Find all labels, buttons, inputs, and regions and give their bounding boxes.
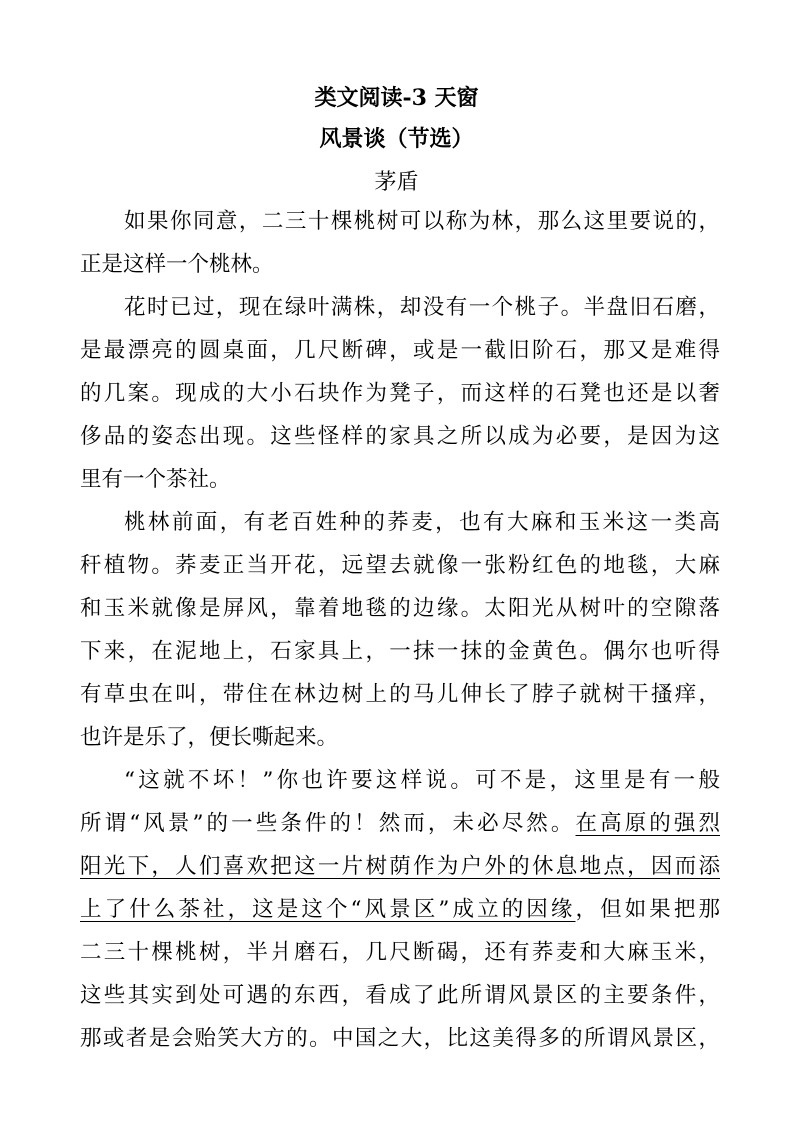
text-line: 也许是乐了，便长嘶起来。 xyxy=(80,725,339,750)
text-line: 的几案。现成的大小石块作为凳子，而这样的石凳也还是以奢 xyxy=(80,381,720,406)
text-line xyxy=(80,892,720,928)
text-line: “这就不坏！”你也许要这样说。可不是，这里是有一般 xyxy=(124,768,720,793)
underlined-text: 上了什么茶社，这是这个“风景区”成立的因缘 xyxy=(80,897,576,922)
author-name: 茅盾 xyxy=(374,170,419,195)
underlined-line xyxy=(80,849,720,885)
text-line: 侈品的姿态出现。这些怪样的家具之所以成为必要，是因为这 xyxy=(80,424,720,449)
text-line: 秆植物。荞麦正当开花，远望去就像一张粉红色的地毯，大麻 xyxy=(80,553,720,578)
text-line: 和玉米就像是屏风，靠着地毯的边缘。太阳光从树叶的空隙落 xyxy=(80,596,720,621)
text-line: 是最漂亮的圆桌面，几尺断碑，或是一截旧阶石，那又是难得 xyxy=(80,338,720,363)
text-line: 那或者是会贻笑大方的。中国之大，比这美得多的所谓风景区， xyxy=(80,1026,720,1051)
text-line: 如果你同意，二三十棵桃树可以称为林，那么这里要说的， xyxy=(124,209,720,234)
text-segment: ，但如果把那 xyxy=(575,897,720,922)
text-line: 正是这样一个桃林。 xyxy=(80,252,274,277)
text-line: 花时已过，现在绿叶满株，却没有一个桃子。半盘旧石磨， xyxy=(124,295,720,320)
text-segment: 所谓“风景”的一些条件的！然而，未必尽然。 xyxy=(80,811,576,836)
text-line: 下来，在泥地上，石家具上，一抹一抹的金黄色。偶尔也听得 xyxy=(80,639,720,664)
text-line: 有草虫在叫，带住在林边树上的马儿伸长了脖子就树干搔痒， xyxy=(80,682,720,707)
text-line xyxy=(80,806,720,842)
underlined-text: 在高原的强烈 xyxy=(575,811,720,836)
text-line: 桃林前面，有老百姓种的荞麦，也有大麻和玉米这一类高 xyxy=(124,510,720,535)
text-line: 里有一个茶社。 xyxy=(80,467,231,492)
essay-title: 风景谈（节选） xyxy=(319,126,474,152)
text-line: 二三十棵桃树，半爿磨石，几尺断碣，还有荞麦和大麻玉米， xyxy=(80,940,720,965)
text-line: 这些其实到处可遇的东西，看成了此所谓风景区的主要条件， xyxy=(80,983,720,1008)
document-title: 类文阅读-3 天窗 xyxy=(314,85,479,111)
underlined-text: 阳光下，人们喜欢把这一片树荫作为户外的休息地点，因而添 xyxy=(80,854,720,879)
